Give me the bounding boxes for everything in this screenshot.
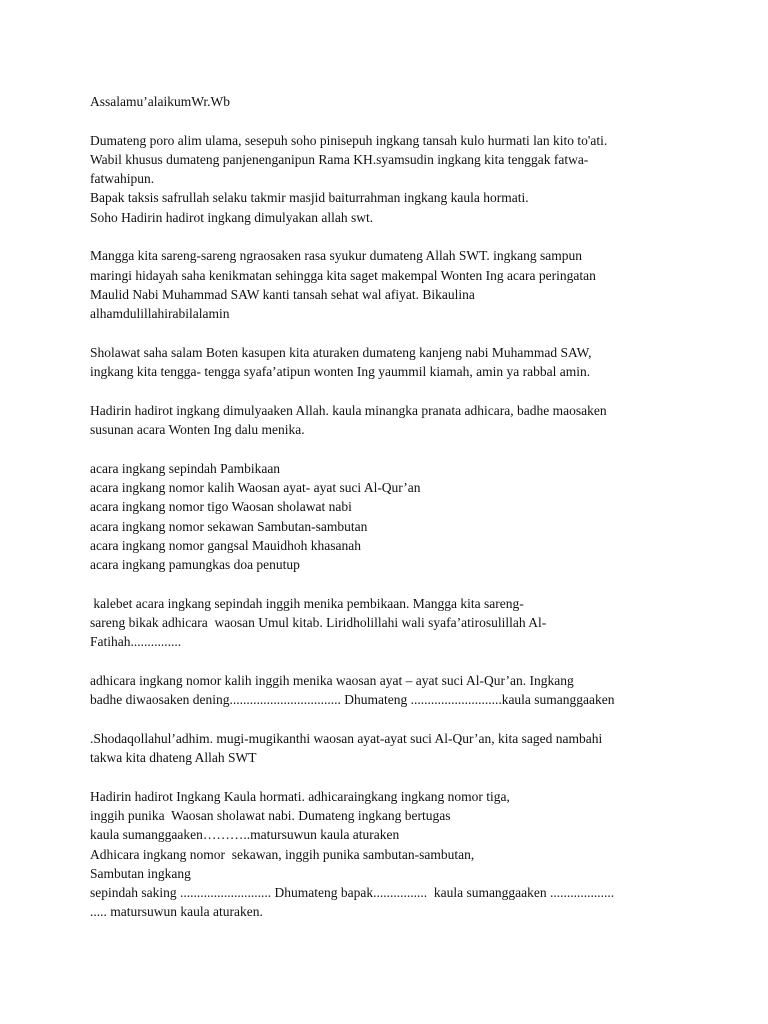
text-line: badhe diwaosaken dening................................. Dhumateng ...........................kaula sumanggaaken bbox=[90, 692, 615, 708]
text-line: fatwahipun. bbox=[90, 171, 155, 187]
text-line: alhamdulillahirabilalamin bbox=[90, 306, 230, 322]
text-line: sareng bikak adhicara waosan Umul kitab. Liridholillahi wali syafa’atirosulillah Al- bbox=[90, 615, 547, 631]
text-line: Wabil khusus dumateng panjenenganipun Rama KH.syamsudin ingkang kita tenggak fatwa- bbox=[90, 151, 589, 167]
text-line: adhicara ingkang nomor kalih inggih menika waosan ayat – ayat suci Al-Qur’an. Ingkang bbox=[90, 672, 574, 688]
text-line: Mangga kita sareng-sareng ngraosaken rasa syukur dumateng Allah SWT. ingkang sampun bbox=[90, 248, 582, 264]
paragraph bbox=[90, 729, 685, 768]
text-line: ingkang kita tengga- tengga syafa’atipun wonten Ing yaummil kiamah, amin ya rabbal amin. bbox=[90, 364, 591, 380]
text-line: maringi hidayah saha kenikmatan sehingga kita saget makempal Wonten Ing acara peringatan bbox=[90, 267, 596, 283]
paragraph bbox=[90, 671, 685, 710]
text-line: Sholawat saha salam Boten kasupen kita aturaken dumateng kanjeng nabi Muhammad SAW, bbox=[90, 344, 592, 360]
text-line: Hadirin hadirot Ingkang Kaula hormati. adhicaraingkang ingkang nomor tiga, bbox=[90, 788, 510, 804]
text-line: Adhicara ingkang nomor sekawan, inggih punika sambutan-sambutan, bbox=[90, 846, 475, 862]
text-line: .Shodaqollahul’adhim. mugi-mugikanthi waosan ayat-ayat suci Al-Qur’an, kita saged nambahi bbox=[90, 730, 603, 746]
text-line: acara ingkang pamungkas doa penutup bbox=[90, 557, 300, 573]
text-line: Fatihah............... bbox=[90, 634, 182, 650]
paragraph bbox=[90, 459, 685, 575]
text-line: Soho Hadirin hadirot ingkang dimulyakan allah swt. bbox=[90, 209, 374, 225]
paragraph bbox=[90, 401, 685, 440]
text-line: acara ingkang sepindah Pambikaan bbox=[90, 460, 281, 476]
paragraph bbox=[90, 594, 685, 652]
text-line: Hadirin hadirot ingkang dimulyaaken Allah. kaula minangka pranata adhicara, badhe maosaken bbox=[90, 402, 607, 418]
text-line: kaula sumanggaaken………..matursuwun kaula aturaken bbox=[90, 827, 400, 843]
document-body bbox=[90, 92, 685, 941]
paragraph bbox=[90, 343, 685, 382]
text-line: Sambutan ingkang bbox=[90, 865, 191, 881]
paragraph bbox=[90, 131, 685, 227]
text-line: takwa kita dhateng Allah SWT bbox=[90, 750, 257, 766]
text-line: acara ingkang nomor sekawan Sambutan-sambutan bbox=[90, 518, 368, 534]
text-line: Maulid Nabi Muhammad SAW kanti tansah sehat wal afiyat. Bikaulina bbox=[90, 286, 475, 302]
text-line: inggih punika Waosan sholawat nabi. Dumateng ingkang bertugas bbox=[90, 807, 451, 823]
paragraph bbox=[90, 92, 685, 111]
text-line: acara ingkang nomor tigo Waosan sholawat nabi bbox=[90, 499, 352, 515]
text-line: Dumateng poro alim ulama, sesepuh soho pinisepuh ingkang tansah kulo hurmati lan kito to'ati. bbox=[90, 132, 608, 148]
text-line: susunan acara Wonten Ing dalu menika. bbox=[90, 422, 305, 438]
text-line: kalebet acara ingkang sepindah inggih menika pembikaan. Mangga kita sareng- bbox=[90, 595, 524, 611]
text-line: acara ingkang nomor kalih Waosan ayat- ayat suci Al-Qur’an bbox=[90, 479, 421, 495]
text-line: ..... matursuwun kaula aturaken. bbox=[90, 904, 263, 920]
text-line: sepindah saking ........................... Dhumateng bapak................ kaula sumanggaaken ................... bbox=[90, 885, 615, 901]
text-line: Assalamu’alaikumWr.Wb bbox=[90, 94, 231, 109]
text-line: Bapak taksis safrullah selaku takmir masjid baiturrahman ingkang kaula hormati. bbox=[90, 190, 529, 206]
paragraph bbox=[90, 787, 685, 922]
paragraph bbox=[90, 246, 685, 323]
text-line: acara ingkang nomor gangsal Mauidhoh khasanah bbox=[90, 537, 362, 553]
